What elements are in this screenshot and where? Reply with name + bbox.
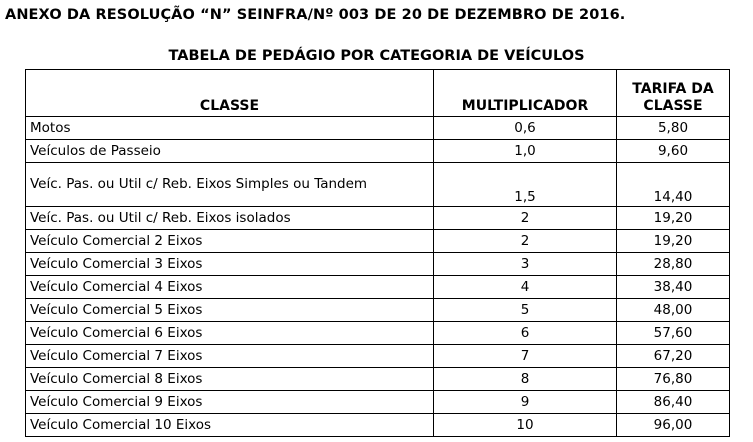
annex-title: ANEXO DA RESOLUÇÃO “N” SEINFRA/Nº 003 DE 20 DE DEZEMBRO DE 2016. xyxy=(5,7,626,23)
multiplicador-cell: 2 xyxy=(434,230,617,253)
table-row xyxy=(26,368,730,391)
classe-cell: Veículo Comercial 8 Eixos xyxy=(26,368,434,391)
classe-cell: Veículo Comercial 2 Eixos xyxy=(26,230,434,253)
table-title: TABELA DE PEDÁGIO POR CATEGORIA DE VEÍCULOS xyxy=(168,48,585,64)
table-row xyxy=(26,253,730,276)
classe-cell: Veíc. Pas. ou Util c/ Reb. Eixos isolados xyxy=(26,207,434,230)
classe-cell: Veíc. Pas. ou Util c/ Reb. Eixos Simples ou Tandem xyxy=(26,163,434,207)
tarifa-cell: 14,40 xyxy=(617,163,730,207)
tarifa-cell: 38,40 xyxy=(617,276,730,299)
multiplicador-cell: 0,6 xyxy=(434,117,617,140)
classe-cell: Veículo Comercial 3 Eixos xyxy=(26,253,434,276)
classe-cell: Veículos de Passeio xyxy=(26,140,434,163)
table-row xyxy=(26,299,730,322)
multiplicador-cell: 8 xyxy=(434,368,617,391)
classe-cell: Motos xyxy=(26,117,434,140)
tarifa-cell: 19,20 xyxy=(617,230,730,253)
tarifa-cell: 19,20 xyxy=(617,207,730,230)
toll-table xyxy=(25,69,730,437)
table-body xyxy=(26,117,730,437)
multiplicador-cell: 6 xyxy=(434,322,617,345)
header-multiplicador: MULTIPLICADOR xyxy=(434,70,617,117)
classe-cell: Veículo Comercial 5 Eixos xyxy=(26,299,434,322)
table-row xyxy=(26,230,730,253)
table-row xyxy=(26,117,730,140)
table-row xyxy=(26,140,730,163)
multiplicador-cell: 10 xyxy=(434,414,617,437)
multiplicador-cell: 1,5 xyxy=(434,163,617,207)
header-tarifa: TARIFA DA CLASSE xyxy=(617,70,730,117)
header-classe: CLASSE xyxy=(26,70,434,117)
classe-cell: Veículo Comercial 9 Eixos xyxy=(26,391,434,414)
multiplicador-cell: 1,0 xyxy=(434,140,617,163)
table-row xyxy=(26,163,730,207)
classe-cell: Veículo Comercial 4 Eixos xyxy=(26,276,434,299)
table-header-row xyxy=(26,70,730,117)
tarifa-cell: 57,60 xyxy=(617,322,730,345)
table-row xyxy=(26,322,730,345)
tarifa-cell: 48,00 xyxy=(617,299,730,322)
classe-cell: Veículo Comercial 10 Eixos xyxy=(26,414,434,437)
multiplicador-cell: 4 xyxy=(434,276,617,299)
tarifa-cell: 76,80 xyxy=(617,368,730,391)
tarifa-cell: 96,00 xyxy=(617,414,730,437)
tarifa-cell: 28,80 xyxy=(617,253,730,276)
tarifa-cell: 9,60 xyxy=(617,140,730,163)
table-row xyxy=(26,276,730,299)
classe-cell: Veículo Comercial 7 Eixos xyxy=(26,345,434,368)
table-row xyxy=(26,414,730,437)
tarifa-cell: 5,80 xyxy=(617,117,730,140)
table-row xyxy=(26,391,730,414)
tarifa-cell: 67,20 xyxy=(617,345,730,368)
multiplicador-cell: 2 xyxy=(434,207,617,230)
table-row xyxy=(26,345,730,368)
multiplicador-cell: 5 xyxy=(434,299,617,322)
multiplicador-cell: 3 xyxy=(434,253,617,276)
multiplicador-cell: 7 xyxy=(434,345,617,368)
table-row xyxy=(26,207,730,230)
classe-cell: Veículo Comercial 6 Eixos xyxy=(26,322,434,345)
multiplicador-cell: 9 xyxy=(434,391,617,414)
tarifa-cell: 86,40 xyxy=(617,391,730,414)
